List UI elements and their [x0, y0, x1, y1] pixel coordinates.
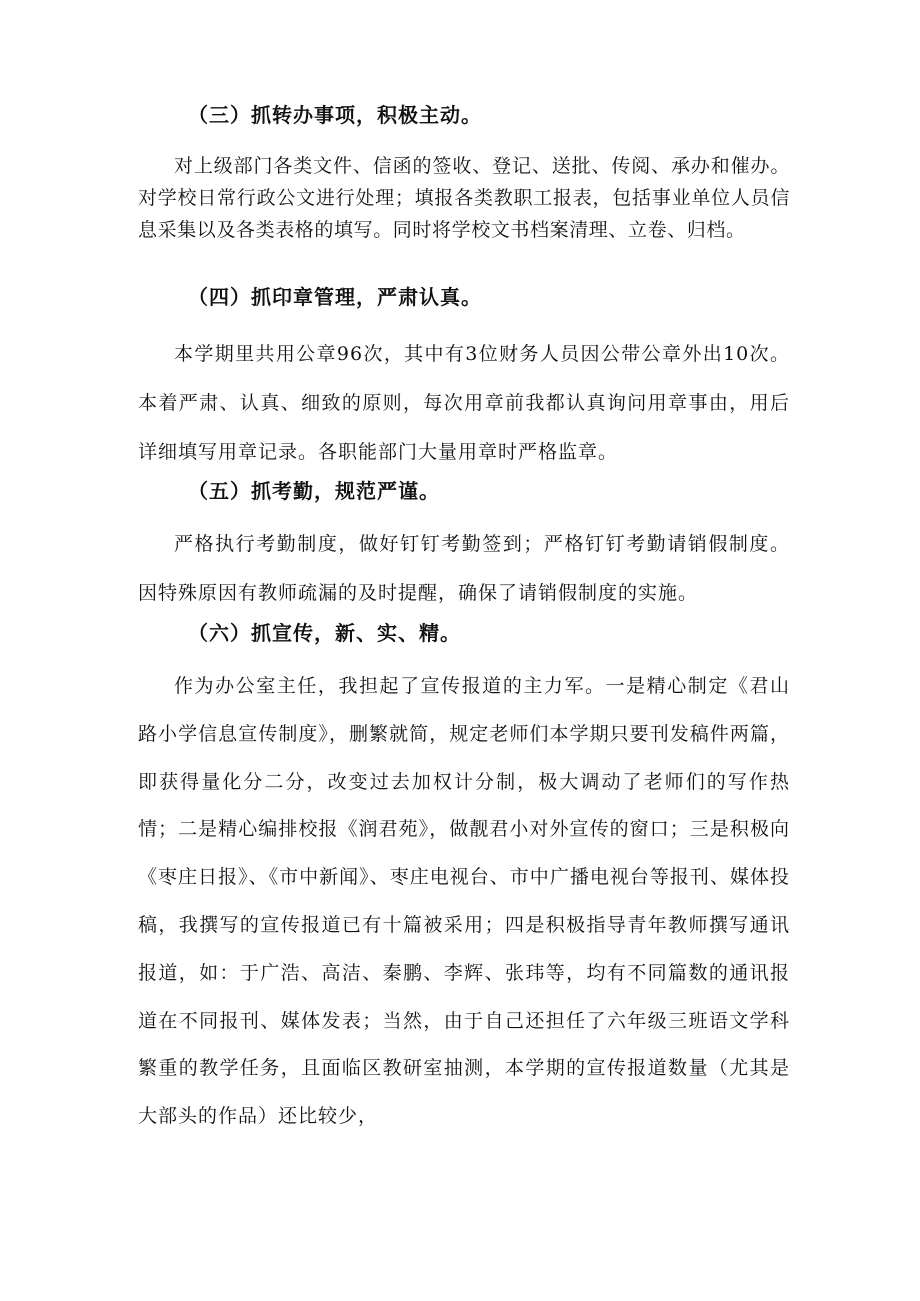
section-paragraph-3: 对上级部门各类文件、信函的签收、登记、送批、传阅、承办和催办。对学校日常行政公文进行处理；填报各类教职工报表，包括事业单位人员信息采集以及各类表格的填写。同时将学校文书档案清理、立卷、归档。	[138, 155, 790, 241]
section-heading-5: （五）抓考勤，规范严谨。	[188, 479, 440, 503]
section-heading-3: （三）抓转办事项，积极主动。	[188, 103, 482, 127]
section-heading-4: （四）抓印章管理，严肃认真。	[188, 285, 482, 309]
section-paragraph-5: 严格执行考勤制度，做好钉钉考勤签到；严格钉钉考勤请销假制度。因特殊原因有教师疏漏的及时提醒，确保了请销假制度的实施。	[138, 533, 790, 604]
section-paragraph-4: 本学期里共用公章96次，其中有3位财务人员因公带公章外出10次。本着严肃、认真、细致的原则，每次用章前我都认真询问用章事由，用后详细填写用章记录。各职能部门大量用章时严格监章。	[138, 343, 790, 463]
section-heading-6: （六）抓宣传，新、实、精。	[188, 621, 461, 645]
section-paragraph-6: 作为办公室主任，我担起了宣传报道的主力军。一是精心制定《君山路小学信息宣传制度》，删繁就简，规定老师们本学期只要刊发稿件两篇，即获得量化分二分，改变过去加权计分制，极大调动了老师们的写作热情；二是精心编排校报《润君苑》，做靓君小对外宣传的窗口；三是积极向《枣庄日报》、《市中新闻》、枣庄电视台、市中广播电视台等报刊、媒体投稿，我撰写的宣传报道已有十篇被采用；四是积极指导青年教师撰写通讯报道，如：于广浩、高洁、秦鹏、李辉、张玮等，均有不同篇数的通讯报道在不同报刊、媒体发表；当然，由于自己还担任了六年级三班语文学科繁重的教学任务，且面临区教研室抽测，本学期的宣传报道数量（尤其是大部头的作品）还比较少，	[138, 675, 790, 1128]
